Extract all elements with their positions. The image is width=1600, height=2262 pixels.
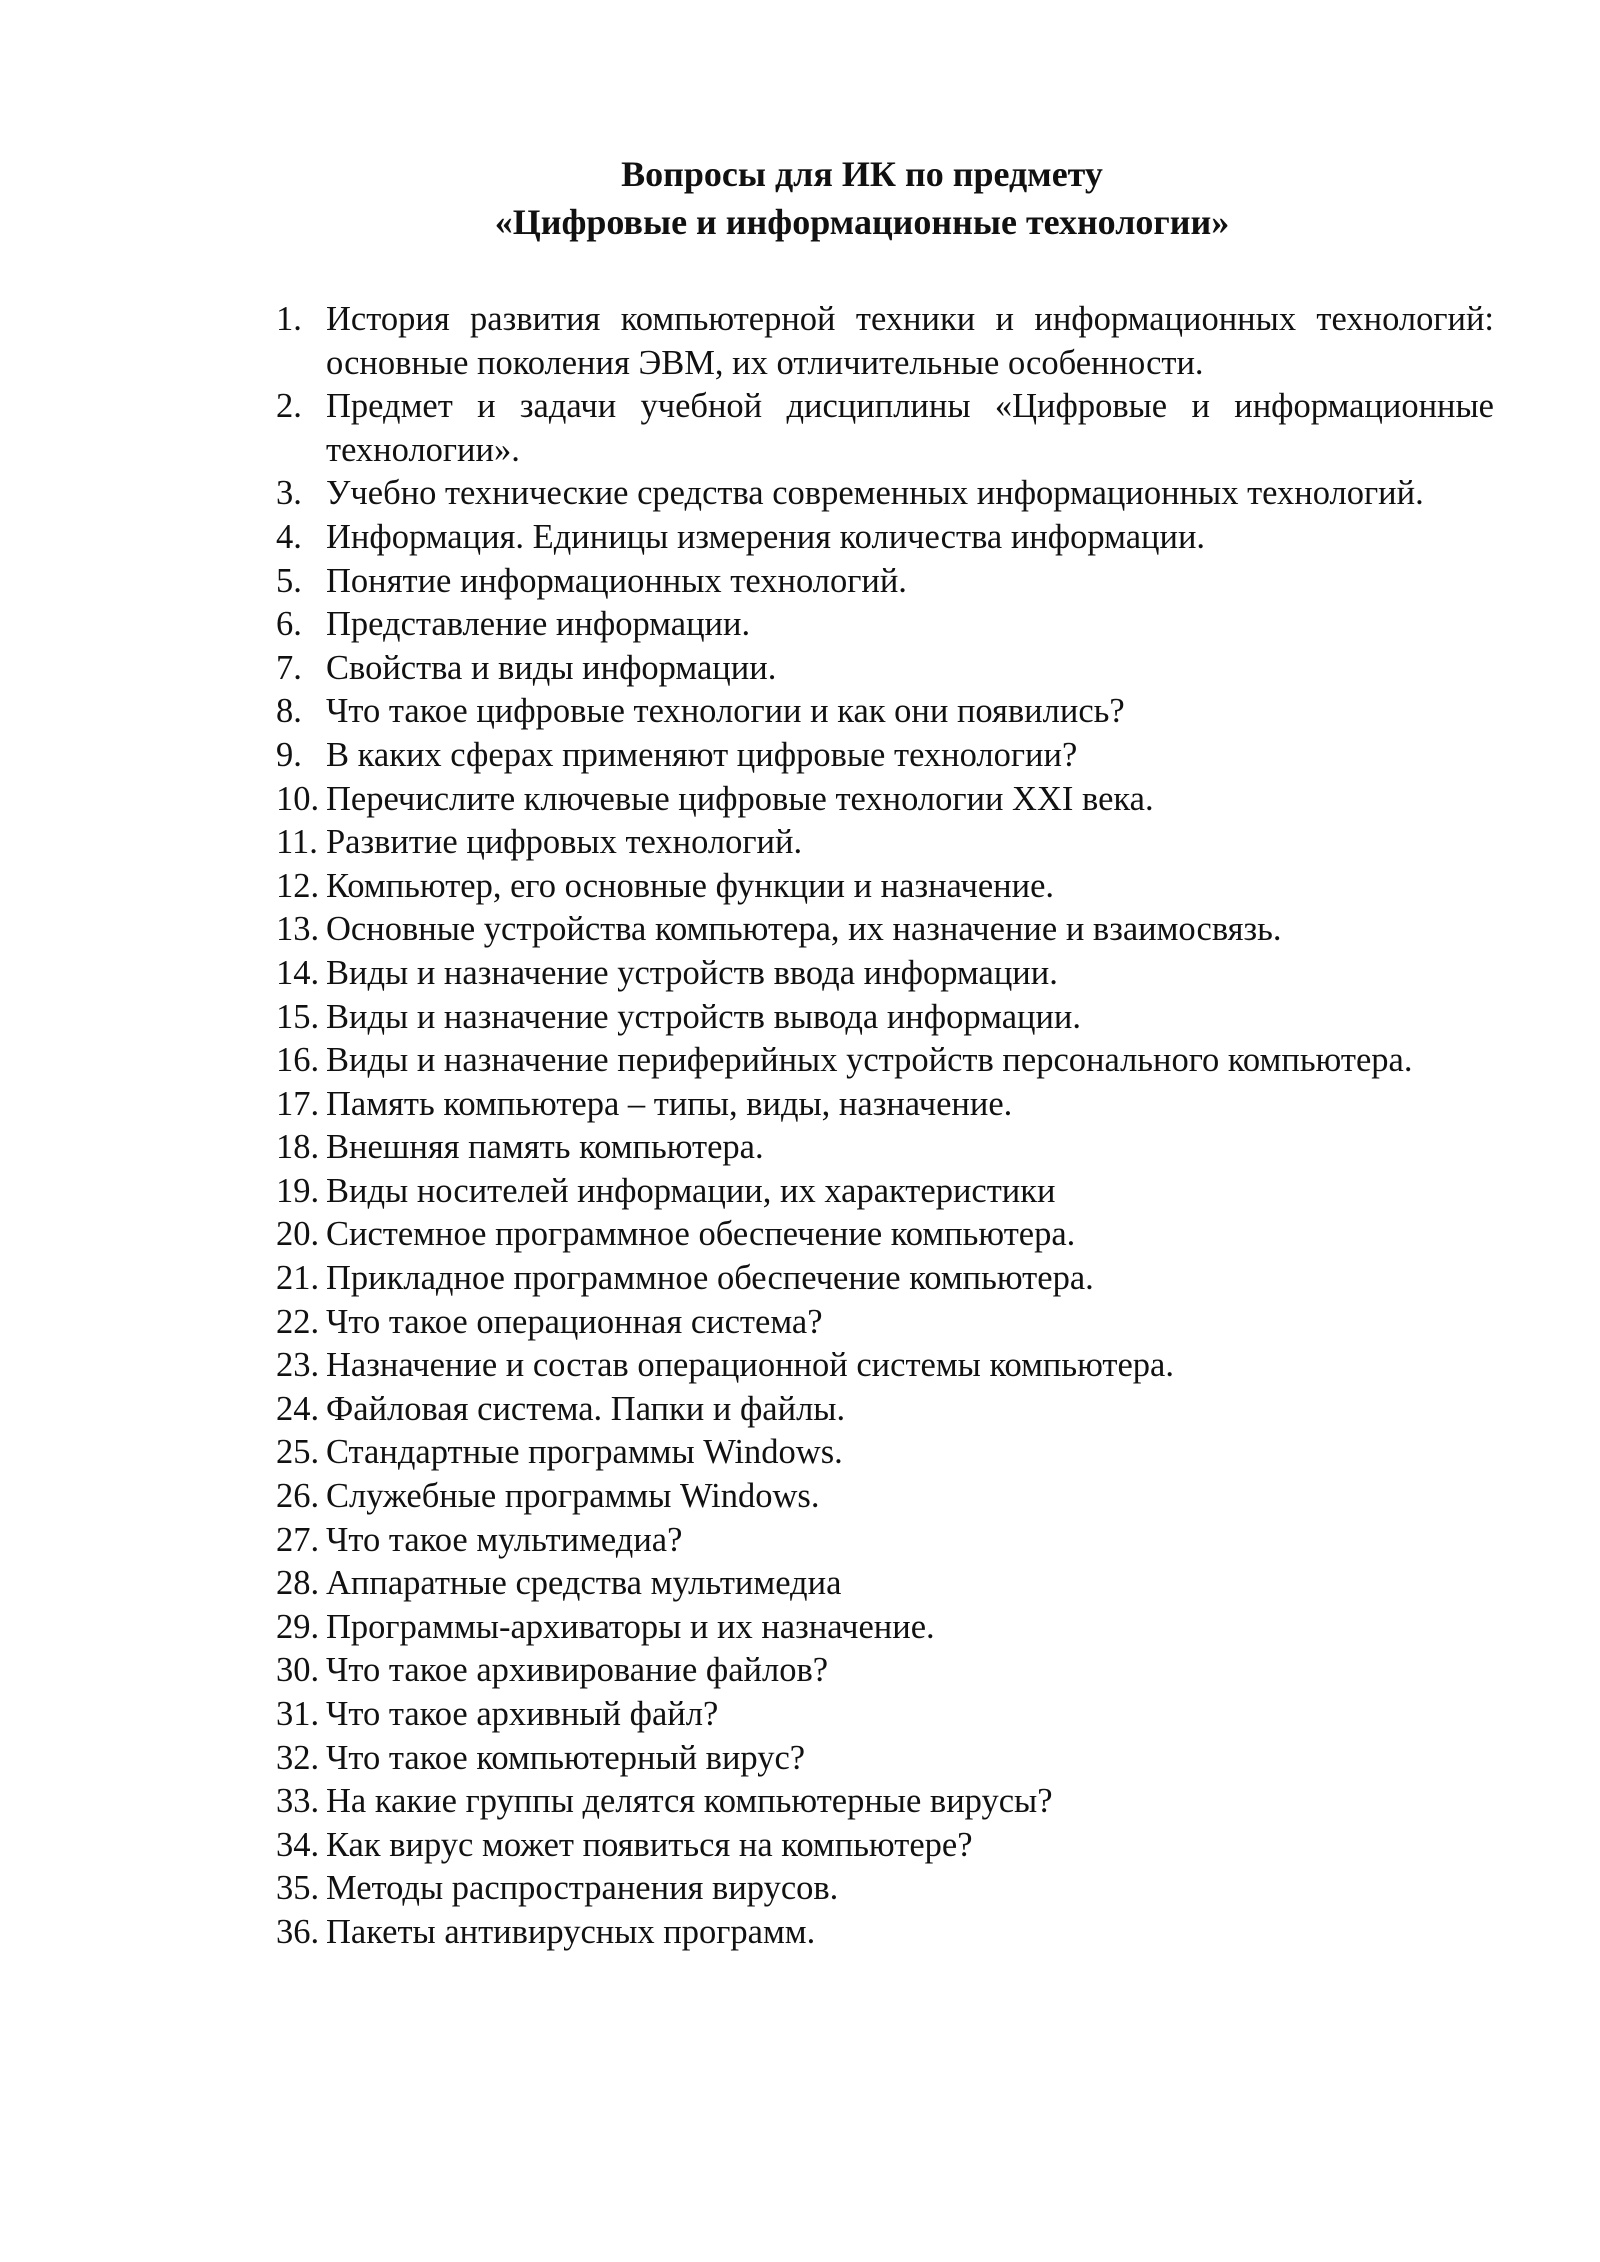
question-item (276, 1039, 1494, 1083)
question-text: Виды и назначение периферийных устройств персонального компьютера. (326, 1041, 1413, 1080)
question-text: Свойства и виды информации. (326, 648, 777, 687)
question-item (276, 1606, 1494, 1650)
question-text: Что такое компьютерный вирус? (326, 1738, 806, 1777)
question-number: 1. (276, 300, 302, 338)
question-text: Память компьютера – типы, виды, назначение. (326, 1084, 1013, 1123)
question-item (276, 778, 1494, 822)
question-text: Что такое мультимедиа? (326, 1520, 683, 1559)
question-number: 31. (276, 1695, 320, 1733)
question-item (276, 1562, 1494, 1606)
question-number: 5. (276, 561, 302, 600)
question-item (276, 472, 1494, 516)
question-item (276, 1780, 1494, 1824)
question-item (276, 1649, 1494, 1693)
question-text: Основные устройства компьютера, их назначение и взаимосвязь. (326, 910, 1282, 949)
question-text: Виды и назначение устройств ввода информации. (326, 953, 1058, 992)
document-title (0, 150, 1600, 246)
question-text: Назначение и состав операционной системы компьютера. (326, 1346, 1174, 1385)
question-text: Программы-архиваторы и их назначение. (326, 1607, 935, 1646)
question-item (276, 1867, 1494, 1911)
question-item (276, 1083, 1494, 1127)
question-number: 16. (276, 1041, 320, 1080)
question-number: 3. (276, 474, 302, 513)
question-number: 33. (276, 1782, 320, 1821)
question-number: 14. (276, 953, 320, 992)
question-text: Служебные программы Windows. (326, 1477, 820, 1516)
question-text: Развитие цифровых технологий. (326, 823, 803, 862)
question-text: Виды носителей информации, их характеристики (326, 1171, 1056, 1210)
question-number: 8. (276, 692, 302, 731)
question-number: 34. (276, 1825, 320, 1864)
question-number: 27. (276, 1520, 320, 1559)
question-number: 29. (276, 1607, 320, 1646)
question-item (276, 1344, 1494, 1388)
question-number: 23. (276, 1346, 320, 1385)
title-line-2: «Цифровые и информационные технологии» (494, 202, 1230, 242)
question-number: 36. (276, 1912, 320, 1951)
question-item (276, 1911, 1494, 1955)
question-item (276, 865, 1494, 909)
question-item (276, 1519, 1494, 1563)
question-item (276, 1126, 1494, 1170)
question-number: 9. (276, 735, 302, 774)
question-text: В каких сферах применяют цифровые технологии? (326, 735, 1078, 774)
question-item (276, 908, 1494, 952)
question-item (276, 647, 1494, 691)
question-text: На какие группы делятся компьютерные вирусы? (326, 1782, 1053, 1821)
question-item (276, 1824, 1494, 1868)
question-text: Перечислите ключевые цифровые технологии XXI века. (326, 779, 1154, 818)
question-number: 24. (276, 1389, 320, 1428)
question-text: Что такое операционная система? (326, 1302, 823, 1341)
title-line-1: Вопросы для ИК по предмету (621, 154, 1103, 194)
question-text: Аппаратные средства мультимедиа (326, 1564, 842, 1603)
question-item (276, 1170, 1494, 1214)
question-number: 19. (276, 1171, 320, 1210)
question-number: 25. (276, 1433, 320, 1472)
question-text: История развития компьютерной техники и информационных технологий: основные поколения ЭВМ, их отличительные особенности. (326, 300, 1494, 382)
question-item (276, 1693, 1494, 1737)
question-text: Что такое цифровые технологии и как они появились? (326, 692, 1125, 731)
question-number: 20. (276, 1215, 320, 1254)
question-item (276, 603, 1494, 647)
question-item (276, 690, 1494, 734)
question-text: Что такое архивирование файлов? (326, 1651, 829, 1690)
questions-list (276, 298, 1494, 1955)
question-number: 12. (276, 866, 320, 905)
question-item (276, 1431, 1494, 1475)
question-item (276, 1257, 1494, 1301)
question-text: Пакеты антивирусных программ. (326, 1912, 816, 1951)
question-item (276, 1737, 1494, 1781)
question-text: Системное программное обеспечение компьютера. (326, 1215, 1076, 1254)
question-number: 11. (276, 823, 318, 862)
question-text: Информация. Единицы измерения количества информации. (326, 517, 1206, 556)
question-number: 26. (276, 1477, 320, 1516)
question-text: Внешняя память компьютера. (326, 1128, 764, 1167)
question-item (276, 1213, 1494, 1257)
question-text: Как вирус может появиться на компьютере? (326, 1825, 973, 1864)
question-number: 21. (276, 1259, 320, 1298)
question-text: Стандартные программы Windows. (326, 1433, 843, 1472)
question-number: 35. (276, 1869, 320, 1908)
question-number: 7. (276, 648, 302, 687)
question-number: 22. (276, 1302, 320, 1341)
question-text: Учебно технические средства современных информационных технологий. (326, 474, 1424, 513)
question-item (276, 821, 1494, 865)
question-item (276, 996, 1494, 1040)
question-text: Прикладное программное обеспечение компьютера. (326, 1259, 1094, 1298)
question-number: 30. (276, 1651, 320, 1690)
question-text: Методы распространения вирусов. (326, 1869, 839, 1908)
question-number: 4. (276, 517, 302, 556)
question-item (276, 952, 1494, 996)
question-text: Файловая система. Папки и файлы. (326, 1389, 846, 1428)
question-item (276, 1475, 1494, 1519)
question-number: 6. (276, 605, 302, 644)
question-number: 15. (276, 997, 320, 1036)
question-text: Виды и назначение устройств вывода информации. (326, 997, 1082, 1036)
question-item (276, 516, 1494, 560)
question-item (276, 298, 1494, 385)
question-item (276, 1301, 1494, 1345)
question-item (276, 1388, 1494, 1432)
question-text: Компьютер, его основные функции и назначение. (326, 866, 1055, 905)
question-text: Представление информации. (326, 605, 751, 644)
question-text: Предмет и задачи учебной дисциплины «Цифровые и информационные технологии». (326, 387, 1494, 469)
question-text: Понятие информационных технологий. (326, 561, 907, 600)
question-text: Что такое архивный файл? (326, 1695, 719, 1733)
question-number: 17. (276, 1084, 320, 1123)
question-number: 18. (276, 1128, 320, 1167)
question-number: 32. (276, 1738, 320, 1777)
question-number: 10. (276, 779, 320, 818)
question-item (276, 560, 1494, 604)
question-number: 28. (276, 1564, 320, 1603)
question-number: 2. (276, 387, 302, 426)
question-item (276, 385, 1494, 472)
question-number: 13. (276, 910, 320, 949)
question-item (276, 734, 1494, 778)
